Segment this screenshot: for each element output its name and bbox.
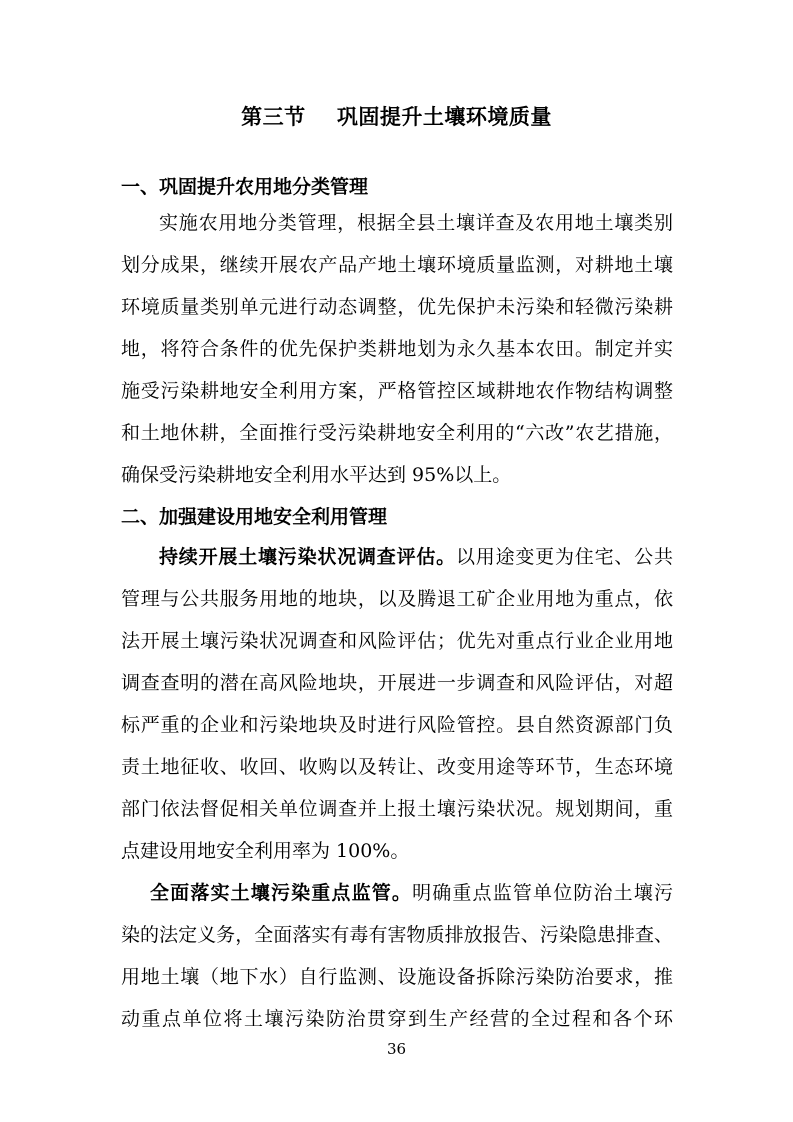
paragraph-line: 确保受污染耕地安全利用水平达到 95%以上。 xyxy=(121,464,512,486)
paragraph-line: 划分成果，继续开展农产品产地土壤环境质量监测，对耕地土壤 xyxy=(121,254,673,276)
paragraph-line: 染的法定义务，全面落实有毒有害物质排放报告、污染隐患排查、 xyxy=(121,924,673,946)
paragraph-first-line xyxy=(150,878,673,908)
paragraph-line: 动重点单位将土壤污染防治贯穿到生产经营的全过程和各个环 xyxy=(121,1008,673,1030)
paragraph-line: 部门依法督促相关单位调查并上报土壤污染状况。规划期间，重 xyxy=(121,798,673,820)
lead-rest-2: 明确重点监管单位防治土壤污 xyxy=(412,882,673,904)
paragraph-line: 责土地征收、收回、收购以及转让、改变用途等环节，生态环境 xyxy=(121,756,673,778)
bold-lead-1: 持续开展土壤污染状况调查评估。 xyxy=(159,546,456,568)
page-number: 36 xyxy=(386,1040,407,1058)
paragraph-line: 法开展土壤污染状况调查和风险评估；优先对重点行业企业用地 xyxy=(121,630,673,652)
paragraph-line: 和土地休耕，全面推行受污染耕地安全利用的“六改”农艺措施， xyxy=(121,422,673,444)
paragraph-line: 标严重的企业和污染地块及时进行风险管控。县自然资源部门负 xyxy=(121,714,673,736)
paragraph-line: 地，将符合条件的优先保护类耕地划为永久基本农田。制定并实 xyxy=(121,338,673,360)
section-title: 第三节 巩固提升土壤环境质量 xyxy=(241,105,552,129)
paragraph-line: 调查查明的潜在高风险地块，开展进一步调查和风险评估，对超 xyxy=(121,672,673,694)
paragraph-first-line xyxy=(159,542,673,572)
paragraph-line: 管理与公共服务用地的地块，以及腾退工矿企业用地为重点，依 xyxy=(121,588,673,610)
heading-2: 二、加强建设用地安全利用管理 xyxy=(121,506,388,528)
paragraph-line: 点建设用地安全利用率为 100%。 xyxy=(121,840,410,862)
paragraph-line: 实施农用地分类管理，根据全县土壤详查及农用地土壤类别 xyxy=(159,212,673,234)
bold-lead-2: 全面落实土壤污染重点监管。 xyxy=(150,882,413,904)
paragraph-line: 施受污染耕地安全利用方案，严格管控区域耕地农作物结构调整 xyxy=(121,380,673,402)
lead-rest-1: 以用途变更为住宅、公共 xyxy=(455,546,673,568)
heading-1: 一、巩固提升农用地分类管理 xyxy=(121,176,369,198)
paragraph-line: 环境质量类别单元进行动态调整，优先保护未污染和轻微污染耕 xyxy=(121,296,673,318)
paragraph-line: 用地土壤（地下水）自行监测、设施设备拆除污染防治要求，推 xyxy=(121,966,673,988)
